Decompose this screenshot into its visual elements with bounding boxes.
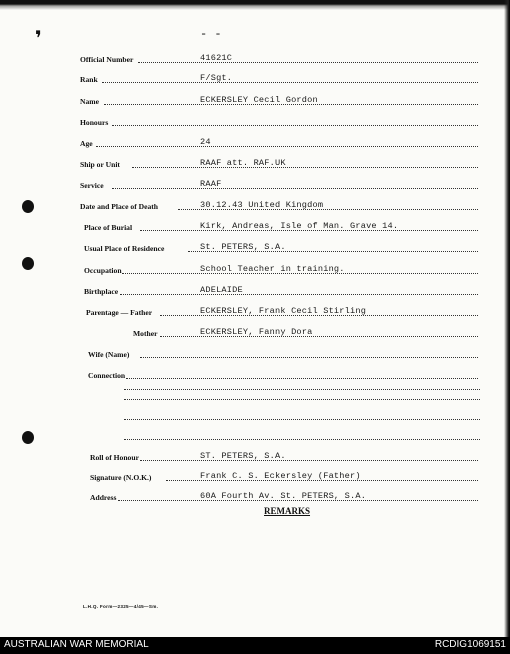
field-roll-of-honour	[0, 448, 510, 464]
field-label: Place of Burial	[84, 223, 133, 232]
top-mark: - -	[200, 27, 222, 41]
field-label: Roll of Honour	[90, 453, 139, 462]
scan-top-edge	[0, 0, 510, 10]
field-age	[0, 134, 510, 150]
punch-hole-icon	[22, 431, 34, 444]
field-value: Kirk, Andreas, Isle of Man. Grave 14.	[200, 221, 399, 231]
field-label: Usual Place of Residence	[84, 244, 165, 253]
field-label: Birthplace	[84, 287, 119, 296]
connection-blank-line	[124, 389, 480, 390]
field-value: ST. PETERS, S.A.	[200, 451, 286, 461]
record-id: RCDIG1069151	[434, 639, 506, 650]
field-label: Age	[80, 139, 93, 148]
field-official-number	[0, 50, 510, 66]
field-value: St. PETERS, S.A.	[200, 242, 286, 252]
connection-blank-line	[124, 399, 480, 400]
field-label: Connection	[88, 371, 126, 380]
field-label: Service	[80, 181, 104, 190]
field-address	[0, 488, 510, 504]
field-usual-residence	[0, 239, 510, 255]
binder-clip-icon: ❜	[35, 26, 42, 50]
field-value: Frank C. S. Eckersley (Father)	[200, 471, 361, 481]
field-value: ECKERSLEY, Frank Cecil Stirling	[200, 306, 367, 316]
field-value: ECKERSLEY Cecil Gordon	[200, 95, 318, 105]
field-mother	[0, 324, 510, 340]
field-value: F/Sgt.	[200, 73, 233, 83]
form-number: L.H.Q. Form—2325—4/45—Sm.	[83, 604, 159, 609]
field-label: Honours	[80, 118, 109, 127]
field-dotted-line	[120, 294, 478, 295]
field-dotted-line	[138, 62, 478, 63]
remarks-heading: REMARKS	[264, 506, 311, 516]
field-value: RAAF	[200, 179, 222, 189]
field-dotted-line	[132, 167, 478, 168]
field-dotted-line	[140, 460, 478, 461]
field-value: ECKERSLEY, Fanny Dora	[200, 327, 313, 337]
field-dotted-line	[96, 146, 478, 147]
field-name	[0, 92, 510, 108]
field-dotted-line	[140, 357, 478, 358]
field-dotted-line	[112, 188, 478, 189]
field-value: ADELAIDE	[200, 285, 243, 295]
field-date-place-death	[0, 197, 510, 213]
field-signature-nok	[0, 468, 510, 484]
field-dotted-line	[126, 378, 478, 379]
field-label: Rank	[80, 75, 98, 84]
field-label: Official Number	[80, 55, 134, 64]
field-value: 24	[200, 137, 211, 147]
field-label: Parentage — Father	[86, 308, 153, 317]
field-label: Ship or Unit	[80, 160, 120, 169]
archive-name: AUSTRALIAN WAR MEMORIAL	[4, 639, 149, 650]
field-label: Mother	[133, 329, 158, 338]
field-occupation	[0, 261, 510, 277]
field-birthplace	[0, 282, 510, 298]
field-label: Name	[80, 97, 99, 106]
field-label: Wife (Name)	[88, 350, 130, 359]
field-label: Date and Place of Death	[80, 202, 159, 211]
field-label: Signature (N.O.K.)	[90, 473, 152, 482]
field-value: 30.12.43 United Kingdom	[200, 200, 324, 210]
field-place-of-burial	[0, 218, 510, 234]
archive-footer	[0, 637, 510, 654]
connection-blank-line	[124, 439, 480, 440]
field-value: 60A Fourth Av. St. PETERS, S.A.	[200, 491, 367, 501]
field-label: Occupation	[84, 266, 122, 275]
field-dotted-line	[102, 82, 478, 83]
field-ship-or-unit	[0, 155, 510, 171]
field-service	[0, 176, 510, 192]
field-father	[0, 303, 510, 319]
field-dotted-line	[112, 125, 478, 126]
field-rank	[0, 70, 510, 86]
field-value: School Teacher in training.	[200, 264, 345, 274]
connection-blank-line	[124, 419, 480, 420]
field-wife	[0, 345, 510, 361]
field-honours	[0, 113, 510, 129]
field-label: Address	[90, 493, 117, 502]
field-connection	[0, 366, 510, 382]
field-value: RAAF att. RAF.UK	[200, 158, 286, 168]
field-value: 41621C	[200, 53, 233, 63]
